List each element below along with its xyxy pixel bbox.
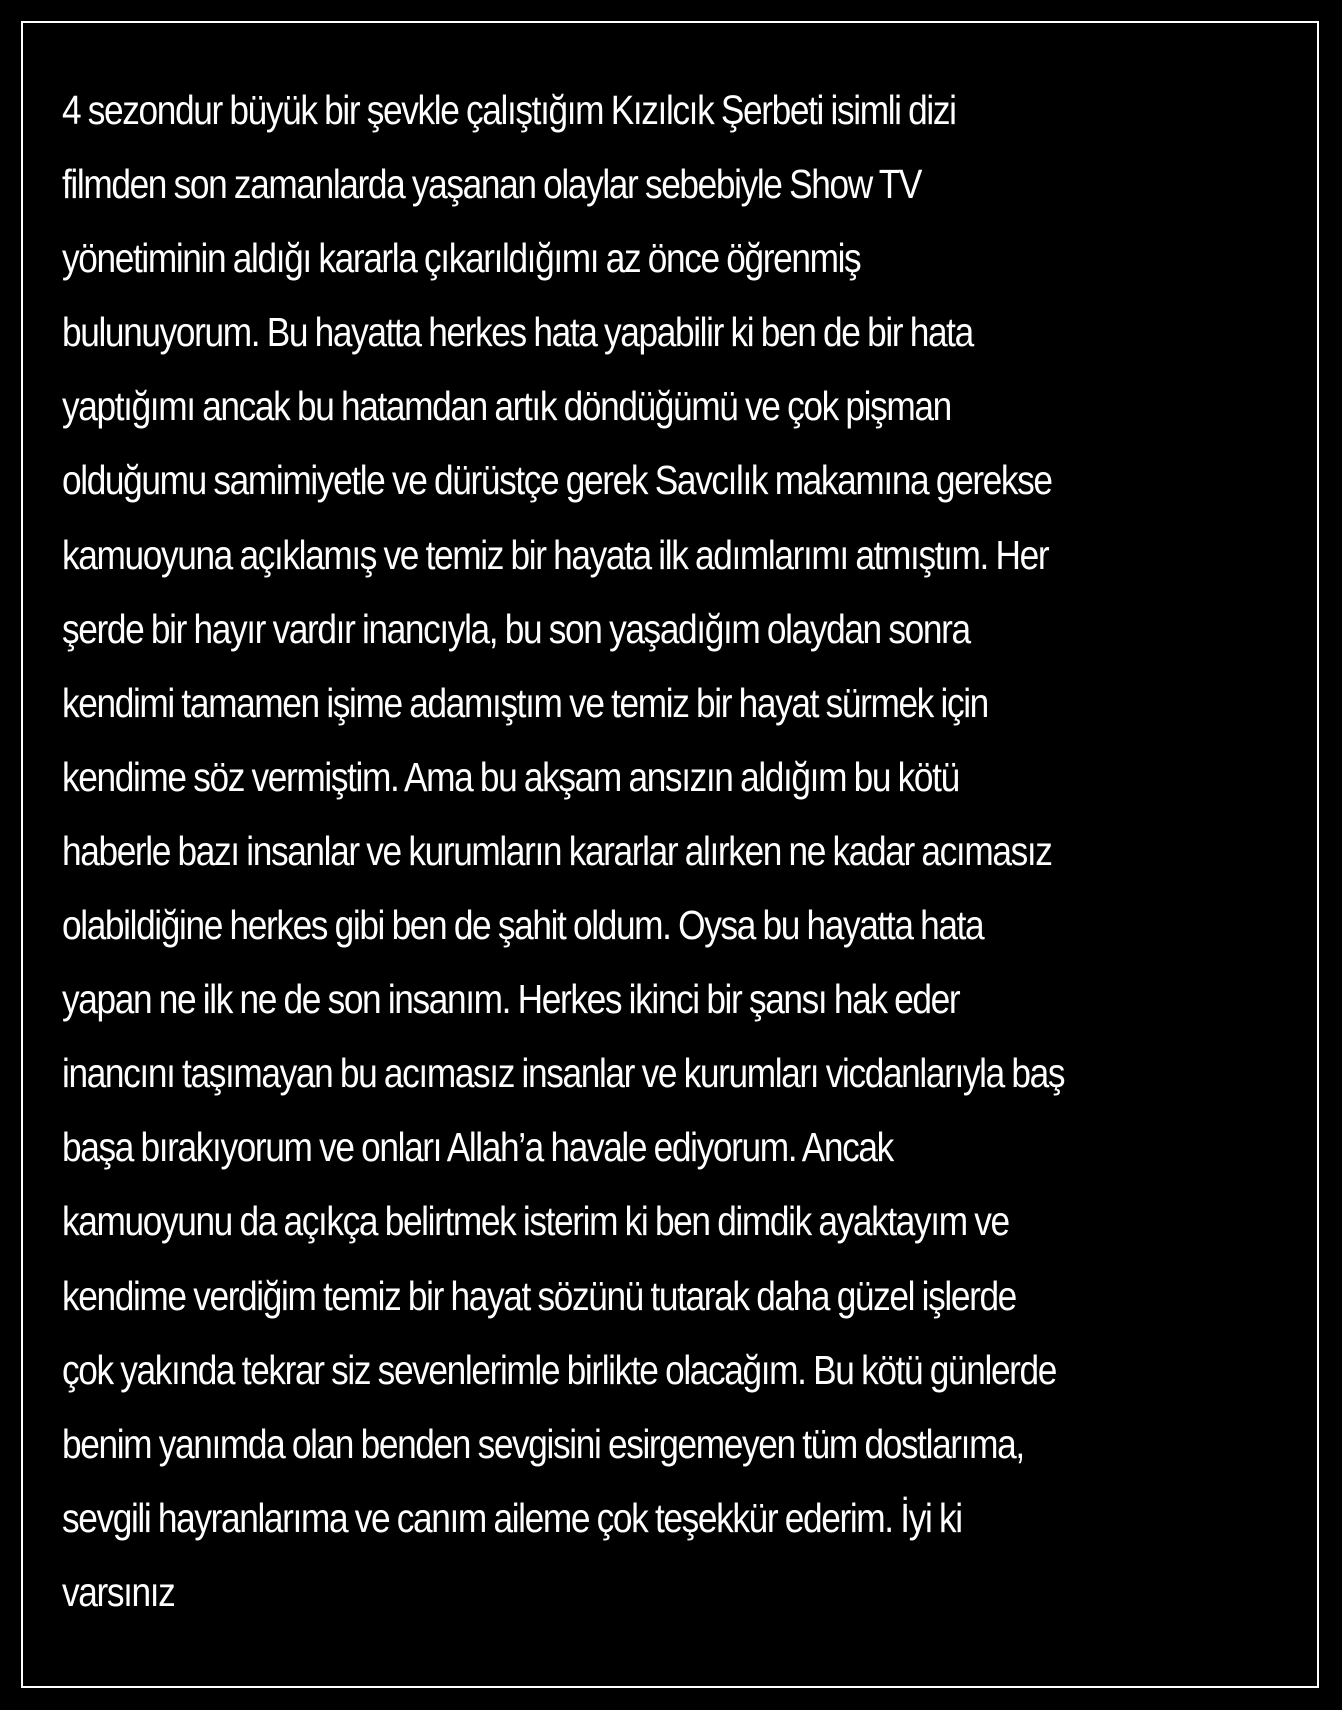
statement-line: varsınız	[62, 1568, 175, 1615]
statement-line: yaptığımı ancak bu hatamdan artık döndüğümü ve çok pişman	[62, 383, 951, 430]
statement-line: yönetiminin aldığı kararla çıkarıldığımı az önce öğrenmiş	[62, 235, 861, 282]
statement-line: kamuoyunu da açıkça belirtmek isterim ki ben dimdik ayaktayım ve	[62, 1198, 1009, 1245]
statement-line: şerde bir hayır vardır inancıyla, bu son yaşadığım olaydan sonra	[62, 605, 970, 652]
statement-line: başa bırakıyorum ve onları Allah’a havale ediyorum. Ancak	[62, 1124, 893, 1171]
statement-line: 4 sezondur büyük bir şevkle çalıştığım Kızılcık Şerbeti isimli dizi	[62, 87, 956, 133]
statement-line: olabildiğine herkes gibi ben de şahit oldum. Oysa bu hayatta hata	[62, 902, 984, 949]
statement-line: bulunuyorum. Bu hayatta herkes hata yapabilir ki ben de bir hata	[62, 309, 973, 356]
statement-line: filmden son zamanlarda yaşanan olaylar sebebiyle Show TV	[62, 161, 922, 208]
statement-line: olduğumu samimiyetle ve dürüstçe gerek Savcılık makamına gerekse	[62, 457, 1052, 504]
statement-line: haberle bazı insanlar ve kurumların kararlar alırken ne kadar acımasız	[62, 827, 1052, 874]
statement-line: kamuoyuna açıklamış ve temiz bir hayata ilk adımlarımı atmıştım. Her	[62, 531, 1049, 578]
statement-line: kendime verdiğim temiz bir hayat sözünü tutarak daha güzel işlerde	[62, 1272, 1016, 1319]
statement-line: sevgili hayranlarıma ve canım aileme çok teşekkür ederim. İyi ki	[62, 1494, 962, 1541]
statement-line: kendimi tamamen işime adamıştım ve temiz bir hayat sürmek için	[62, 679, 988, 726]
statement-line: yapan ne ilk ne de son insanım. Herkes ikinci bir şansı hak eder	[62, 976, 960, 1023]
statement-line: inancını taşımayan bu acımasız insanlar ve kurumları vicdanlarıyla baş	[62, 1050, 1065, 1097]
statement-line: çok yakında tekrar siz sevenlerimle birlikte olacağım. Bu kötü günlerde	[62, 1346, 1057, 1393]
statement-line: benim yanımda olan benden sevgisini esirgemeyen tüm dostlarıma,	[62, 1420, 1024, 1467]
statement-line: kendime söz vermiştim. Ama bu akşam ansızın aldığım bu kötü	[62, 753, 959, 800]
statement-text	[62, 73, 1312, 1629]
